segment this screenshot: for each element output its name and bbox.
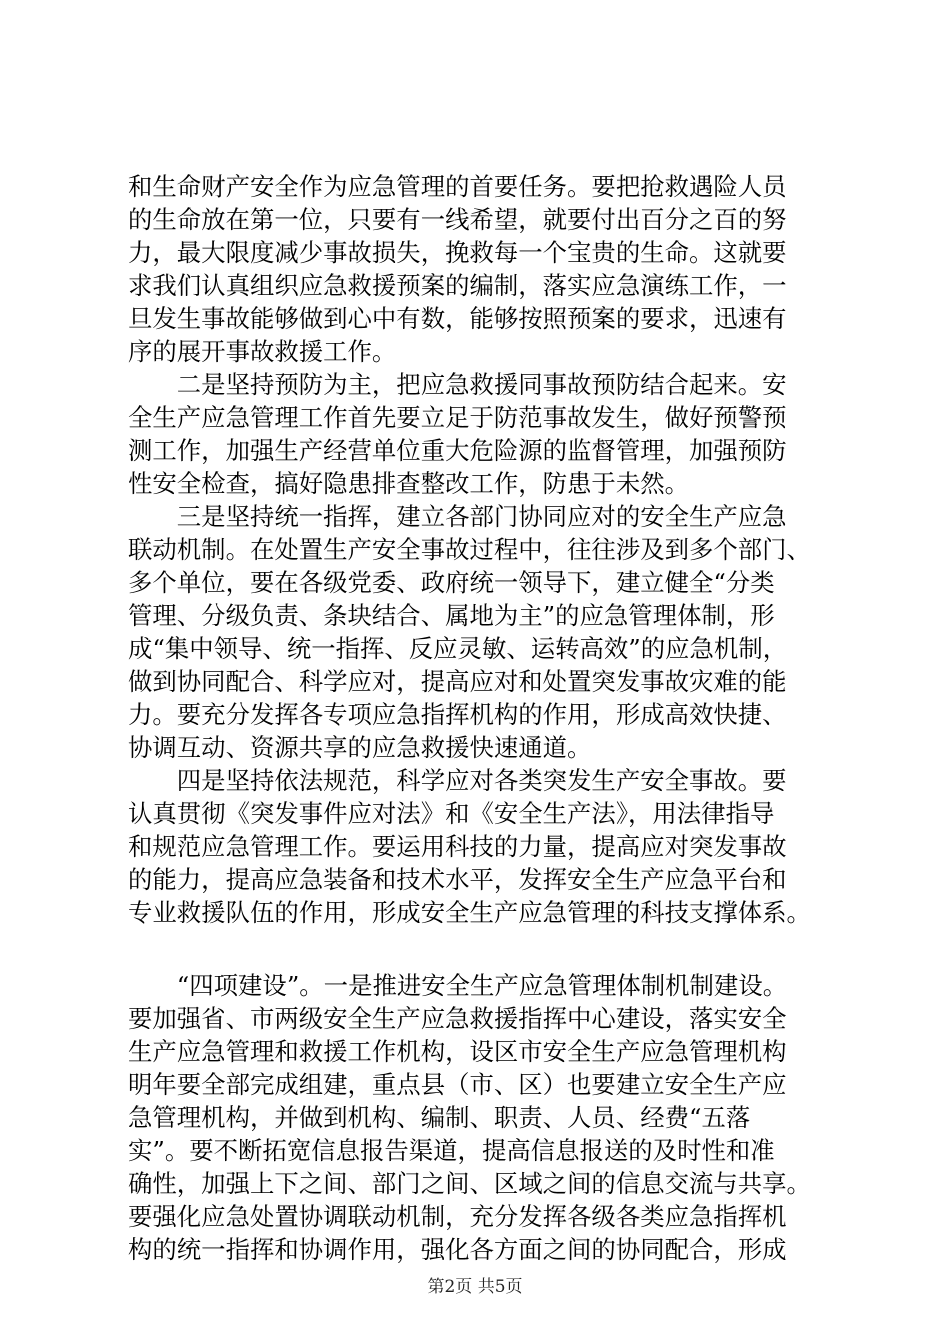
text-line: 全生产应急管理工作首先要立足于防范事故发生，做好预警预 (128, 403, 787, 432)
paragraph-3 (128, 500, 828, 764)
text-line: 明年要全部完成组建，重点县（市、区）也要建立安全生产应 (128, 1070, 787, 1099)
paragraph-1 (128, 170, 828, 368)
text-line: “四项建设”。一是推进安全生产应急管理体制机制建设。 (128, 971, 788, 1000)
text-line: 二是坚持预防为主，把应急救援同事故预防结合起来。安 (128, 370, 787, 399)
text-line: 协调互动、资源共享的应急救援快速通道。 (128, 733, 592, 762)
text-line: 性安全检查，搞好隐患排查整改工作，防患于未然。 (128, 469, 689, 498)
text-line: 构的统一指挥和协调作用，强化各方面之间的协同配合，形成 (128, 1235, 787, 1264)
text-line: 旦发生事故能够做到心中有数，能够按照预案的要求，迅速有 (128, 304, 787, 333)
document-body (128, 170, 828, 1266)
paragraph-2 (128, 368, 828, 500)
text-line: 认真贯彻《突发事件应对法》和《安全生产法》，用法律指导 (128, 799, 775, 828)
text-line: 专业救援队伍的作用，形成安全生产应急管理的科技支撑体系。 (128, 898, 811, 927)
text-line: 要强化应急处置协调联动机制，充分发挥各级各类应急指挥机 (128, 1202, 787, 1231)
text-line: 要加强省、市两级安全生产应急救援指挥中心建设，落实安全 (128, 1004, 787, 1033)
text-line: 三是坚持统一指挥，建立各部门协同应对的安全生产应急 (128, 502, 787, 531)
text-line: 的能力，提高应急装备和技术水平，发挥安全生产应急平台和 (128, 865, 787, 894)
text-line: 做到协同配合、科学应对，提高应对和处置突发事故灾难的能 (128, 667, 787, 696)
page-number: 第2页 共5页 (427, 1277, 523, 1297)
text-line: 四是坚持依法规范，科学应对各类突发生产安全事故。要 (128, 766, 787, 795)
text-line: 实”。要不断拓宽信息报告渠道，提高信息报送的及时性和准 (128, 1136, 775, 1165)
text-line: 力，最大限度减少事故损失，挽救每一个宝贵的生命。这就要 (128, 238, 787, 267)
text-line: 测工作，加强生产经营单位重大危险源的监督管理，加强预防 (128, 436, 787, 465)
text-line: 序的展开事故救援工作。 (128, 337, 397, 366)
text-line: 确性，加强上下之间、部门之间、区域之间的信息交流与共享。 (128, 1169, 811, 1198)
text-line: 管理、分级负责、条块结合、属地为主”的应急管理体制，形 (128, 601, 775, 630)
paragraph-spacer (128, 929, 828, 969)
text-line: 求我们认真组织应急救援预案的编制，落实应急演练工作，一 (128, 271, 787, 300)
text-line: 和生命财产安全作为应急管理的首要任务。要把抢救遇险人员 (128, 172, 787, 201)
text-line: 的生命放在第一位，只要有一线希望，就要付出百分之百的努 (128, 205, 787, 234)
text-line: 联动机制。在处置生产安全事故过程中，往往涉及到多个部门、 (128, 535, 811, 564)
text-line: 成“集中领导、统一指挥、反应灵敏、运转高效”的应急机制， (128, 634, 788, 663)
text-line: 和规范应急管理工作。要运用科技的力量，提高应对突发事故 (128, 832, 787, 861)
text-line: 多个单位，要在各级党委、政府统一领导下，建立健全“分类 (128, 568, 775, 597)
text-line: 力。要充分发挥各专项应急指挥机构的作用，形成高效快捷、 (128, 700, 787, 729)
paragraph-5 (128, 969, 828, 1266)
text-line: 生产应急管理和救援工作机构，设区市安全生产应急管理机构 (128, 1037, 787, 1066)
paragraph-4 (128, 764, 828, 929)
text-line: 急管理机构，并做到机构、编制、职责、人员、经费“五落 (128, 1103, 751, 1132)
